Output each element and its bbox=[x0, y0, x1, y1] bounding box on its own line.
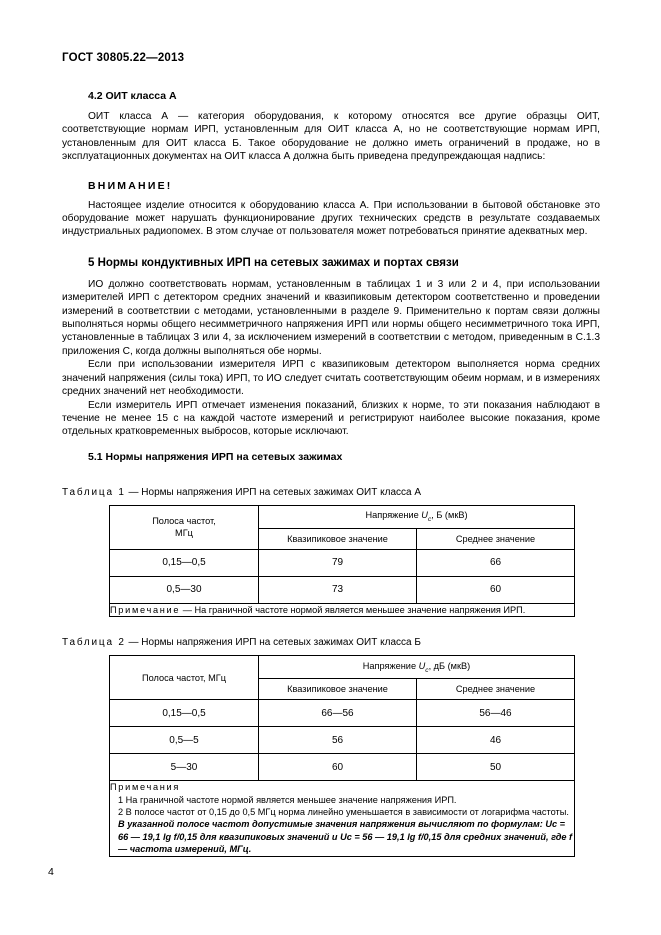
section-heading-4-2: 4.2 ОИТ класса А bbox=[88, 90, 177, 102]
table-2-row-1-quasipeak: 56 bbox=[259, 727, 417, 754]
table-2-row-2-quasipeak: 60 bbox=[259, 754, 417, 781]
table-1-note bbox=[110, 603, 575, 616]
spacer bbox=[62, 617, 600, 637]
table-row bbox=[110, 727, 575, 754]
table-2-caption bbox=[62, 637, 600, 648]
table-1-caption-label: Таблица 1 bbox=[62, 486, 126, 498]
table-2-row-0-quasipeak: 66—56 bbox=[259, 700, 417, 727]
table-1-row-1-average: 60 bbox=[417, 576, 575, 603]
table-2-row-1-average: 46 bbox=[417, 727, 575, 754]
table-2-norms-class-b bbox=[109, 655, 575, 856]
table-1-header-voltage-group bbox=[259, 505, 575, 528]
table-1-row-1-frequency: 0,5—30 bbox=[110, 576, 259, 603]
spacer bbox=[62, 471, 600, 487]
table-2-header-voltage-subscript: c bbox=[425, 666, 429, 674]
table-1-header-quasipeak: Квазипиковое значение bbox=[259, 528, 417, 549]
section-4-2-paragraph: ОИТ класса А — категория оборудования, к которому относятся все другие образцы ОИТ, соответствующие нормам ИРП, установленным для ОИТ класса А, но не соответствующие нормам ИРП, установленным для ОИТ класса Б. Такое оборудование не должно иметь ограничений в продаже, но в эксплуатационных документах на ОИТ класса А должна быть приведена предупреждающая надпись: bbox=[62, 111, 600, 163]
spacer bbox=[62, 239, 600, 257]
table-row bbox=[110, 549, 575, 576]
table-2-row-1-frequency: 0,5—5 bbox=[110, 727, 259, 754]
table-2-row-2-frequency: 5—30 bbox=[110, 754, 259, 781]
table-2-header-average: Среднее значение bbox=[417, 679, 575, 700]
table-2-header-voltage-prefix: Напряжение bbox=[362, 660, 419, 671]
table-1-header-frequency-line2: МГц bbox=[175, 528, 193, 539]
table-2-caption-label: Таблица 2 bbox=[62, 637, 126, 649]
table-1-header-voltage-prefix: Напряжение bbox=[365, 510, 422, 521]
table-2-row-2-average: 50 bbox=[417, 754, 575, 781]
table-1-norms-class-a bbox=[109, 505, 575, 617]
table-row bbox=[110, 754, 575, 781]
table-1-row-1-quasipeak: 73 bbox=[259, 576, 417, 603]
table-1-header-frequency bbox=[110, 505, 259, 549]
table-1-header-voltage-subscript: c bbox=[427, 516, 432, 524]
table-2-note-2 bbox=[110, 806, 574, 856]
table-2-row-0-frequency: 0,15—0,5 bbox=[110, 700, 259, 727]
spacer bbox=[62, 439, 600, 451]
table-row bbox=[110, 576, 575, 603]
section-heading-5: 5 Нормы кондуктивных ИРП на сетевых зажимах и портах связи bbox=[88, 256, 459, 269]
attention-paragraph: Настоящее изделие относится к оборудованию класса А. При использовании в бытовой обстановке это оборудование может нарушать функционирование других технических средств в результате создаваемых индустриальных радиопомех. В этом случае от пользователя может потребоваться принятие адекватных мер. bbox=[62, 199, 600, 238]
spacer bbox=[62, 164, 600, 180]
table-1-note-text: — На граничной частоте нормой является меньшее значение напряжения ИРП. bbox=[182, 604, 526, 615]
table-1-header-voltage-symbol: U bbox=[421, 510, 428, 521]
table-1-caption-text: — Нормы напряжения ИРП на сетевых зажимах ОИТ класса А bbox=[128, 486, 422, 498]
document-standard-header: ГОСТ 30805.22—2013 bbox=[62, 52, 185, 64]
section-heading-5-1: 5.1 Нормы напряжения ИРП на сетевых зажимах bbox=[88, 450, 343, 463]
table-2-caption-text: — Нормы напряжения ИРП на сетевых зажимах ОИТ класса Б bbox=[128, 637, 421, 649]
table-2-note-2-plain: 2 В полосе частот от 0,15 до 0,5 МГц норма линейно уменьшается в зависимости от логарифма частоты. bbox=[118, 806, 569, 817]
table-2-header-voltage-group bbox=[259, 656, 575, 679]
table-row-notes bbox=[110, 781, 575, 856]
table-row bbox=[110, 700, 575, 727]
table-row-header bbox=[110, 505, 575, 528]
section-5-paragraph-1: ИО должно соответствовать нормам, установленным в таблицах 1 и 3 или 2 и 4, при использовании измерителей ИРП с детектором средних значений и квазипиковым детектором соответственно и проведении измерений в соответствии с методами, установленными в разделе 9. Применительно к портам связи должны выполняться нормы общего несимметричного напряжения ИРП или нормы общего несимметричного тока ИРП, установленные в таблицах 3 или 4, за исключением измерений в соответствии с методом, приведенным в С.1.3 приложения С, когда должны выполняться обе нормы. bbox=[62, 278, 600, 357]
table-1-header-frequency-line1: Полоса частот, bbox=[152, 516, 216, 527]
table-1-row-0-average: 66 bbox=[417, 549, 575, 576]
table-row-note bbox=[110, 603, 575, 616]
table-1-note-label: Примечание bbox=[110, 604, 181, 615]
table-2-notes-label: Примечания bbox=[110, 782, 181, 793]
table-2-header-quasipeak: Квазипиковое значение bbox=[259, 679, 417, 700]
table-2-header-voltage-suffix: , дБ (мкВ) bbox=[428, 660, 471, 671]
table-1-header-average: Среднее значение bbox=[417, 528, 575, 549]
page-number: 4 bbox=[48, 866, 54, 878]
table-2-note-2-italic: В указанной полосе частот допустимые значения напряжения вычисляют по формулам: Uc = 66 — 19,1 lg f/0,15 для квазипиковых значений и Uc = 56 — 19,1 lg f/0,15 для средних значений, где f — частота измерений, МГц. bbox=[118, 819, 573, 855]
table-1-row-0-quasipeak: 79 bbox=[259, 549, 417, 576]
table-2-note-1: 1 На граничной частоте нормой является меньшее значение напряжения ИРП. bbox=[118, 794, 457, 805]
table-2-header-frequency: Полоса частот, МГц bbox=[110, 656, 259, 700]
table-row-header bbox=[110, 656, 575, 679]
table-2-row-0-average: 56—46 bbox=[417, 700, 575, 727]
table-1-header-voltage-suffix: , Б (мкВ) bbox=[431, 510, 468, 521]
section-5-paragraph-2: Если при использовании измерителя ИРП с квазипиковым детектором выполняется норма средних значений напряжения (силы тока) ИРП, то ИО следует считать соответствующим обеим нормам, и в измерениях средних значений нет необходимости. bbox=[62, 359, 600, 398]
table-1-row-0-frequency: 0,15—0,5 bbox=[110, 549, 259, 576]
table-2-header-voltage-symbol: U bbox=[418, 660, 426, 671]
table-2-notes bbox=[110, 781, 575, 856]
table-1-caption bbox=[62, 487, 600, 498]
page-content bbox=[62, 52, 600, 857]
section-5-paragraph-3: Если измеритель ИРП отмечает изменения показаний, близких к норме, то эти показания наблюдают в течение не менее 15 с на каждой частоте измерений и регистрируют наиболее высокие показания, кроме отдельных кратковременных выбросов, которые исключают. bbox=[62, 399, 600, 438]
attention-label: ВНИМАНИЕ! bbox=[88, 179, 173, 192]
